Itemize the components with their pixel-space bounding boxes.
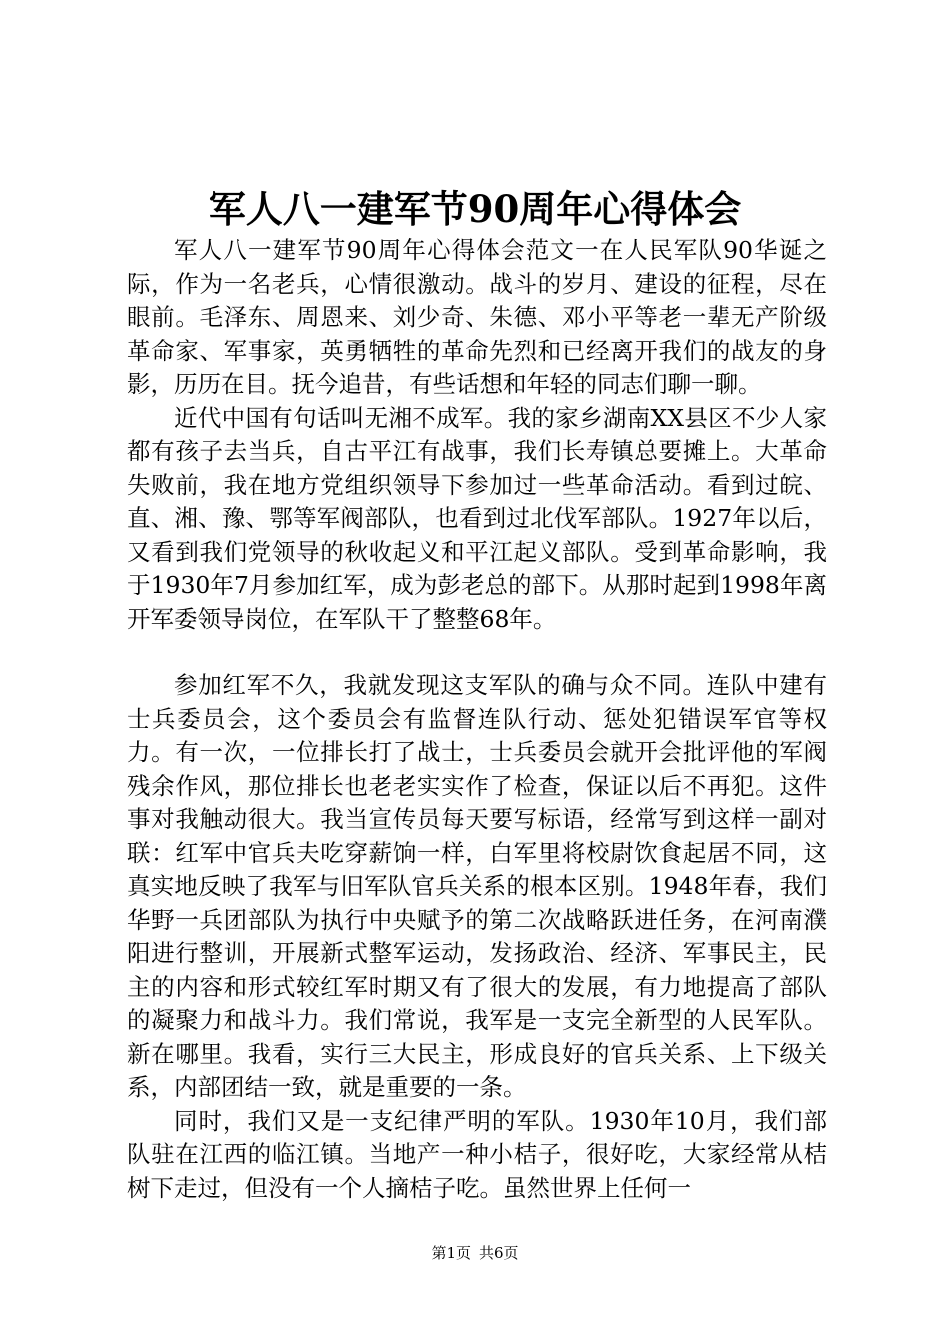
- paragraph-3: 参加红军不久，我就发现这支军队的确与众不同。连队中建有士兵委员会，这个委员会有监督连队行动、惩处犯错误军官等权力。有一次，一位排长打了战士，士兵委员会就开会批评他的军阀残余作风，那位排长也老老实实作了检查，保证以后不再犯。这件事对我触动很大。我当宣传员每天要写标语，经常写到这样一副对联：红军中官兵夫吃穿薪饷一样，白军里将校尉饮食起居不同，这真实地反映了我军与旧军队官兵关系的根本区别。1948年春，我们华野一兵团部队为执行中央赋予的第二次战略跃进任务，在河南濮阳进行整训，开展新式整军运动，发扬政治、经济、军事民主，民主的内容和形式较红军时期又有了很大的发展，有力地提高了部队的凝聚力和战斗力。我们常说，我军是一支完全新型的人民军队。新在哪里。我看，实行三大民主，形成良好的官兵关系、上下级关系，内部团结一致，就是重要的一条。: [127, 671, 827, 1101]
- paragraph-4: 同时，我们又是一支纪律严明的军队。1930年10月，我们部队驻在江西的临江镇。当地产一种小桔子，很好吃，大家经常从桔树下走过，但没有一个人摘桔子吃。虽然世界上任何一: [127, 1106, 827, 1202]
- page-footer: [0, 1243, 950, 1263]
- document-body: [127, 234, 827, 1205]
- document-title: 军人八一建军节90周年心得体会: [208, 187, 742, 231]
- page-number-current: 第1页: [431, 1244, 471, 1262]
- paragraph-2: 近代中国有句话叫无湘不成军。我的家乡湖南XX县区不少人家都有孩子去当兵，自古平江有战事，我们长寿镇总要摊上。大革命失败前，我在地方党组织领导下参加过一些革命活动。看到过皖、直、湘、豫、鄂等军阀部队，也看到过北伐军部队。1927年以后，又看到我们党领导的秋收起义和平江起义部队。受到革命影响，我于1930年7月参加红军，成为彭老总的部下。从那时起到1998年离开军委领导岗位，在军队干了整整68年。: [127, 403, 827, 633]
- paragraph-1: 军人八一建军节90周年心得体会范文一在人民军队90华诞之际，作为一名老兵，心情很激动。战斗的岁月、建设的征程，尽在眼前。毛泽东、周恩来、刘少奇、朱德、邓小平等老一辈无产阶级革命家、军事家，英勇牺牲的革命先烈和已经离开我们的战友的身影，历历在目。抚今追昔，有些话想和年轻的同志们聊一聊。: [127, 236, 827, 398]
- page-number-total: 共6页: [479, 1244, 519, 1262]
